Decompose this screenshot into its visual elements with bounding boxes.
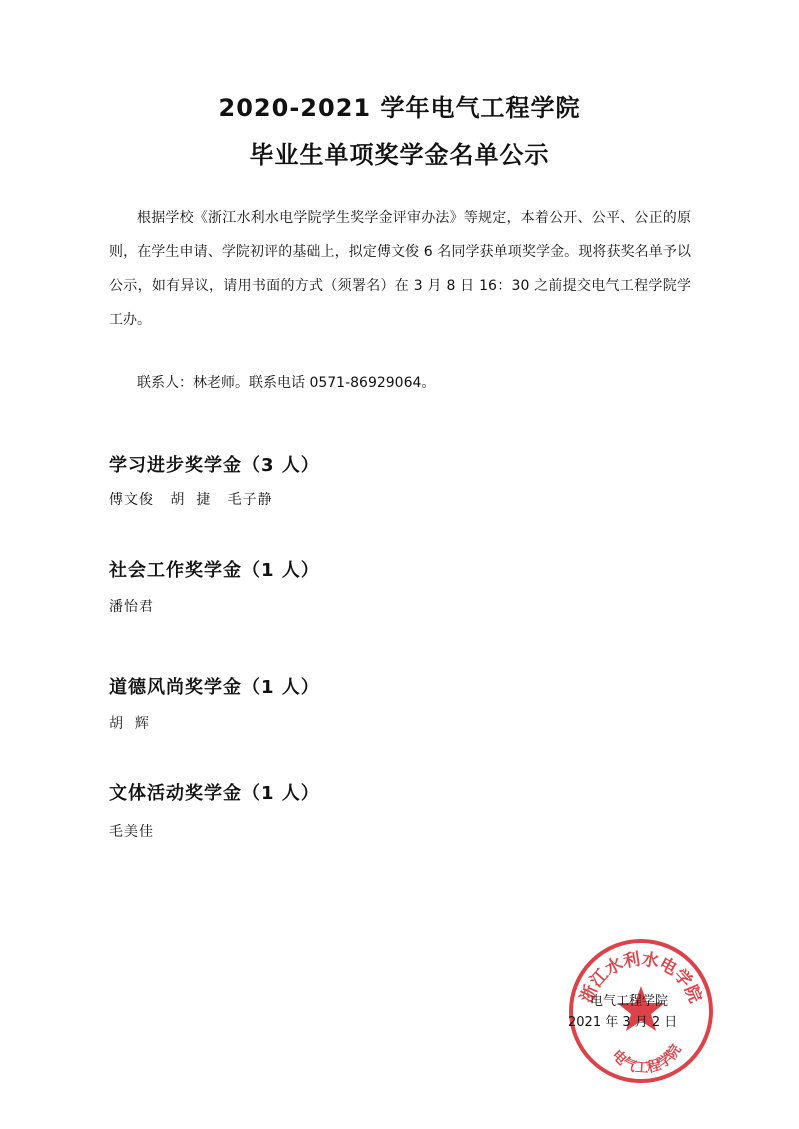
award-section-title: 道德风尚奖学金（1 人）: [109, 677, 320, 698]
award-section-title: 文体活动奖学金（1 人）: [109, 783, 320, 804]
award-recipients: 毛美佳: [109, 824, 154, 840]
intro-paragraph: 根据学校《浙江水利水电学院学生奖学金评审办法》等规定，本着公开、公平、公正的原则，在学生申请、学院初评的基础上，拟定傅文俊 6 名同学获单项奖学金。现将获奖名单予以公示，如有异议，请用书面的方式（须署名）在 3 月 8 日 16：30 之前提交电气工程学院学工办。: [109, 210, 691, 328]
document-title-line2: 毕业生单项奖学金名单公示: [249, 141, 550, 169]
contact-line: 联系人：林老师。联系电话 0571-86929064。: [137, 375, 436, 391]
award-recipients: 傅文俊 胡 捷 毛子静: [109, 492, 273, 508]
award-section-title: 社会工作奖学金（1 人）: [109, 560, 320, 581]
award-recipients: 胡 辉: [109, 716, 150, 732]
document-title-line1: 2020-2021 学年电气工程学院: [218, 94, 581, 122]
signature-organization: 电气工程学院: [590, 994, 669, 1009]
award-recipients: 潘怡君: [109, 599, 154, 615]
signature-date: 2021 年 3 月 2 日: [568, 1015, 678, 1030]
award-section-title: 学习进步奖学金（3 人）: [109, 455, 320, 476]
seal-inner-text: 电气工程学院: [608, 1041, 685, 1077]
seal-outer-text: 浙江水利水电学院: [576, 949, 706, 1006]
